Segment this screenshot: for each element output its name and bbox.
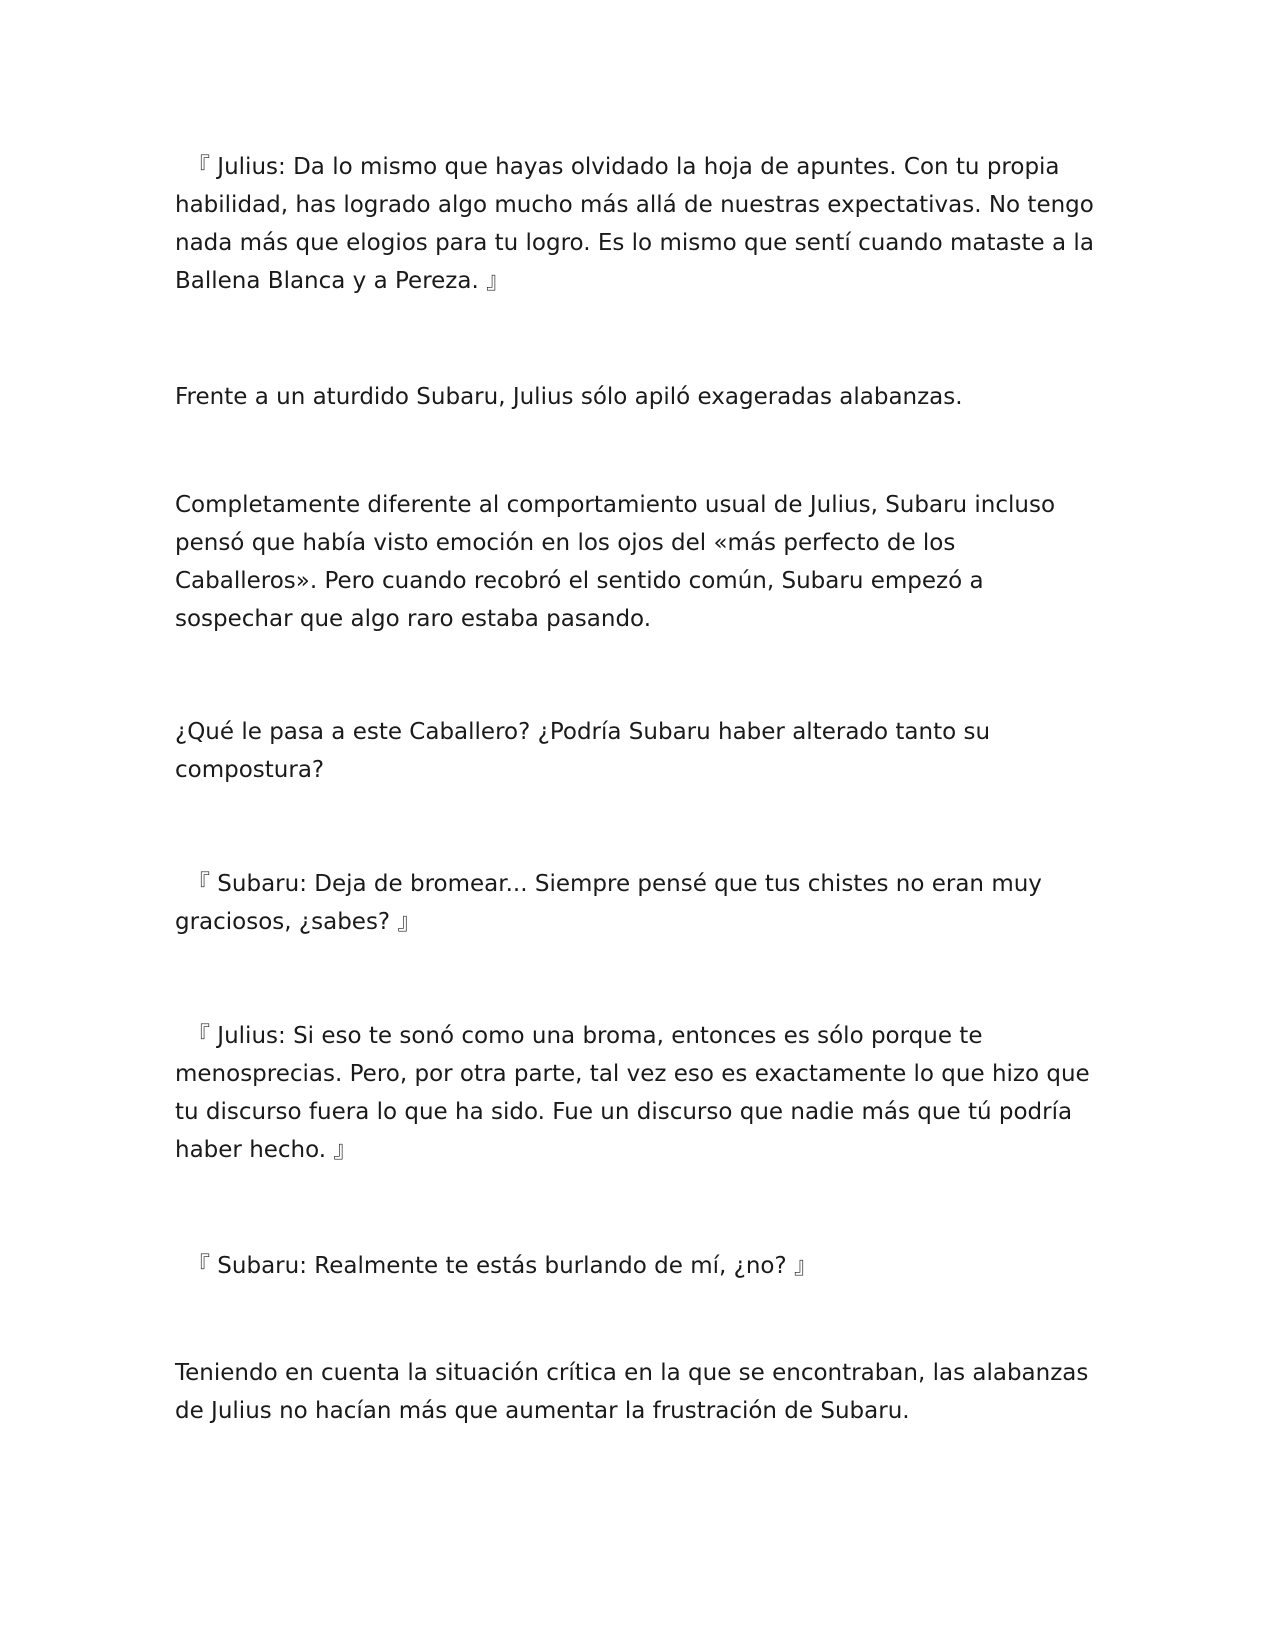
- paragraph-narration-3: ¿Qué le pasa a este Caballero? ¿Podría Subaru haber alterado tanto su compostura?: [175, 719, 991, 783]
- paragraph-narration-1: Frente a un aturdido Subaru, Julius sólo apiló exageradas alabanzas.: [175, 384, 963, 410]
- paragraph-narration-4: Teniendo en cuenta la situación crítica en la que se encontraban, las alabanzas de Julius no hacían más que aumentar la frustración de Subaru.: [175, 1360, 1089, 1424]
- paragraph-narration-2: Completamente diferente al comportamiento usual de Julius, Subaru incluso pensó que había visto emoción en los ojos del «más perfecto de los Caballeros». Pero cuando recobró el sentido común, Subaru empezó a sospechar que algo raro estaba pasando.: [175, 492, 1056, 632]
- paragraph-julius-dialogue-2: 『 Julius: Si eso te sonó como una broma, entonces es sólo porque te menosprecias. Pero, por otra parte, tal vez eso es exactamente lo que hizo que tu discurso fuera lo que ha sido. Fue un discurso que nadie más que tú podría haber hecho. 』: [175, 1023, 1090, 1163]
- paragraph-subaru-dialogue-2: 『 Subaru: Realmente te estás burlando de mí, ¿no? 』: [187, 1253, 818, 1279]
- paragraph-julius-dialogue-1: 『 Julius: Da lo mismo que hayas olvidado la hoja de apuntes. Con tu propia habilidad, has logrado algo mucho más allá de nuestras expectativas. No tengo nada más que elogios para tu logro. Es lo mismo que sentí cuando mataste a la Ballena Blanca y a Pereza. 』: [175, 154, 1094, 294]
- paragraph-subaru-dialogue-1: 『 Subaru: Deja de bromear... Siempre pensé que tus chistes no eran muy graciosos, ¿sabes? 』: [175, 871, 1042, 935]
